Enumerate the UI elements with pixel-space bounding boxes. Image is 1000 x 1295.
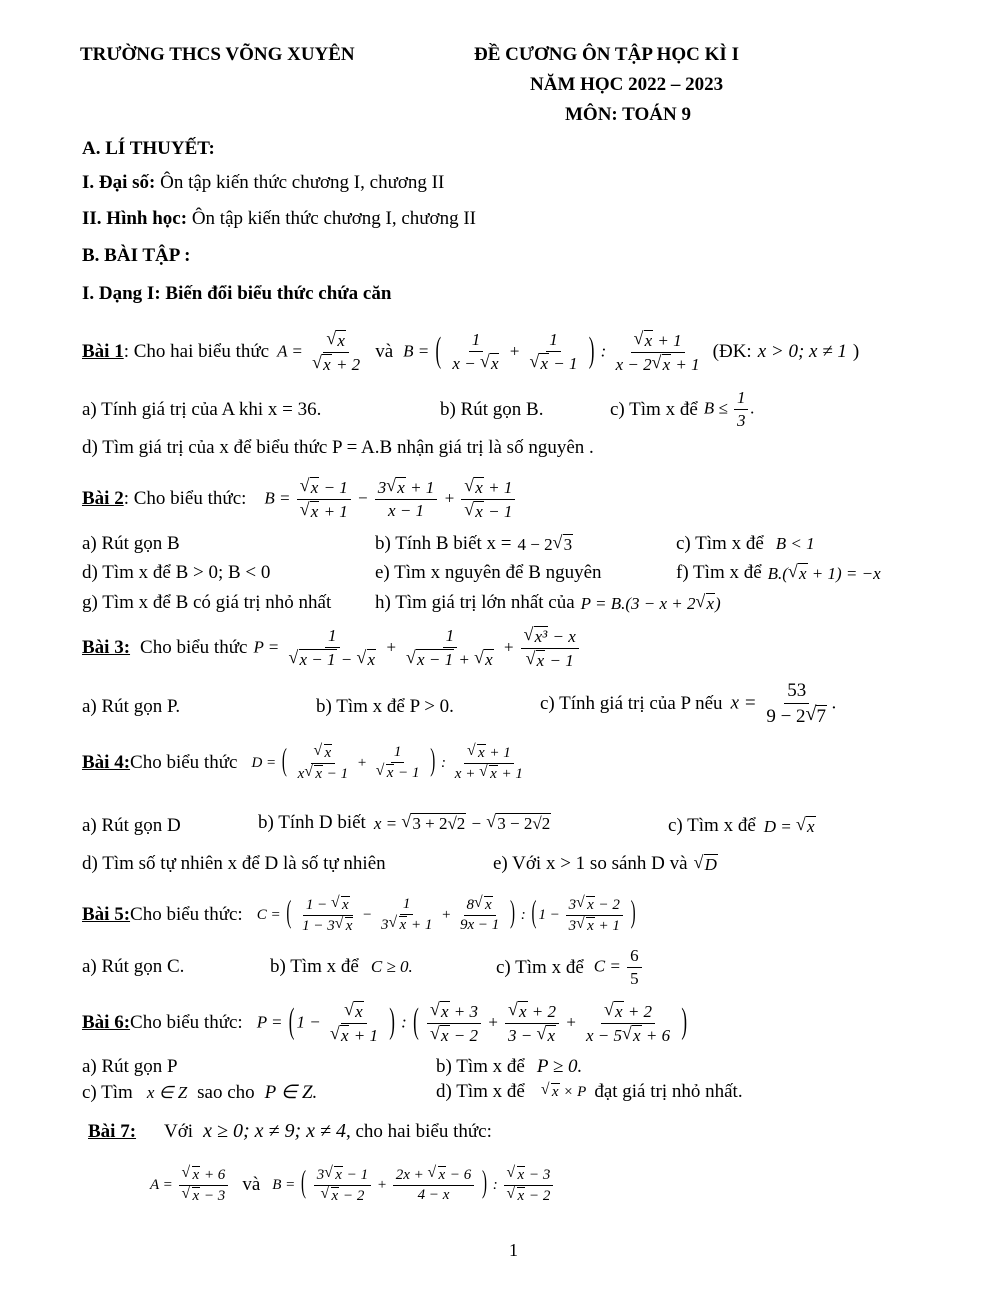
theory-algebra bbox=[82, 172, 444, 194]
bai3-b: b) Tìm x để P > 0. bbox=[316, 696, 454, 717]
bai5-b bbox=[270, 956, 413, 978]
bai1-expr-b: B = ( $\frac{1}{x - √ x}$ + 1 √ x − 1 ) : √ $\frac{x + 1}{x - 2√ x + 1}$ bbox=[403, 330, 705, 375]
bai4-e bbox=[493, 853, 718, 875]
bai3-a: a) Rút gọn P. bbox=[82, 696, 181, 717]
bai1-intro: : Cho hai biểu thức bbox=[123, 341, 270, 362]
bai4-c-expr: D = √ x bbox=[764, 816, 816, 837]
bai2-statement bbox=[82, 474, 517, 524]
bai2-f-expr: B.(√ x + 1) = −x bbox=[768, 563, 881, 584]
bai4-e-expr: √ D bbox=[694, 854, 718, 875]
bai2-d: d) Tìm x để B > 0; B < 0 bbox=[82, 562, 271, 583]
bai5-c-text: c) Tìm x để bbox=[496, 956, 584, 978]
page-number: 1 bbox=[509, 1240, 518, 1260]
bai5-c bbox=[496, 946, 644, 989]
bai7-label: Bài 7: bbox=[88, 1120, 137, 1142]
bai3-c-expr: x = $\frac{53}{9 - 2√ 7}$ . bbox=[731, 680, 837, 728]
bai1-expr-a: A = √ x √ x + 2 bbox=[277, 330, 365, 375]
bai7-cond-expr: x ≥ 0; x ≠ 9; x ≠ 4 bbox=[203, 1120, 346, 1142]
bai5-intro: Cho biểu thức: bbox=[130, 904, 243, 925]
bai1-cond-end: ) bbox=[852, 341, 860, 362]
subject: MÔN: TOÁN 9 bbox=[565, 104, 691, 125]
school-name: TRƯỜNG THCS VÕNG XUYÊN bbox=[80, 44, 355, 65]
bai3-label: Bài 3: bbox=[82, 637, 131, 658]
bai5-label: Bài 5: bbox=[82, 904, 131, 925]
bai4-b-expr: x = √ 3 + 2√2 − √ 3 − 2√2 bbox=[374, 813, 551, 834]
bai6-a: a) Rút gọn P bbox=[82, 1056, 178, 1077]
bai4-b bbox=[258, 812, 551, 834]
bai5-a: a) Rút gọn C. bbox=[82, 956, 185, 977]
bai7-intro: Với bbox=[164, 1120, 194, 1142]
bai7-expressions bbox=[150, 1158, 555, 1212]
geometry-label: II. Hình học: bbox=[82, 208, 188, 229]
bai4-b-text: b) Tính D biết bbox=[258, 812, 366, 833]
geometry-text: Ôn tập kiến thức chương I, chương II bbox=[187, 208, 477, 229]
bai4-a: a) Rút gọn D bbox=[82, 815, 181, 836]
bai1-a: a) Tính giá trị của A khi x = 36. bbox=[82, 399, 322, 420]
bai7-expr-b: B = ( 3√ x − 1 √ x − 2 + $\frac{2x + √ x - 6}{4 - x}$ ) : √ x − 3 √ x − 2 bbox=[272, 1166, 555, 1205]
bai2-b-expr: 4 − 2√ 3 bbox=[518, 534, 574, 555]
algebra-text: Ôn tập kiến thức chương I, chương II bbox=[155, 172, 445, 193]
bai5-b-expr: C ≥ 0. bbox=[370, 957, 413, 976]
bai2-a: a) Rút gọn B bbox=[82, 533, 180, 554]
bai2-g: g) Tìm x để B có giá trị nhỏ nhất bbox=[82, 592, 332, 613]
bai4-expr-d: D = ( √ $\frac{x}{x√ x - 1}$ + 1 √ x − 1 ) : √ $\frac{x + 1}{x + √ x + 1}$ bbox=[251, 744, 527, 783]
bai1-cond-expr: x > 0; x ≠ 1 bbox=[757, 341, 847, 362]
type1-heading: I. Dạng I: Biến đổi biểu thức chứa căn bbox=[82, 283, 392, 304]
bai5-c-expr: C = $\frac{6}{5}$ bbox=[594, 946, 644, 989]
document-title: ĐỀ CƯƠNG ÔN TẬP HỌC KÌ I bbox=[474, 44, 739, 65]
bai1-label: Bài 1 bbox=[82, 341, 124, 362]
bai2-c bbox=[676, 533, 815, 555]
bai1-c bbox=[610, 388, 755, 431]
bai6-d-expr: √ x × P bbox=[541, 1083, 586, 1101]
bai7-statement bbox=[88, 1120, 492, 1143]
bai3-c-text: c) Tính giá trị của P nếu bbox=[540, 693, 723, 714]
bai2-h-expr: P = B.(3 − x + 2√ x) bbox=[581, 593, 721, 614]
bai4-e-text: e) Với x > 1 so sánh D và bbox=[493, 853, 688, 874]
bai2-expr-b: B = √ x − 1 √ x + 1 − $\frac{3√ x + 1}{x - 1}$ + √ x + 1 √ x − 1 bbox=[264, 477, 517, 522]
bai2-h-text: h) Tìm giá trị lớn nhất của bbox=[375, 592, 575, 613]
bai7-intro2: , cho hai biểu thức: bbox=[345, 1120, 492, 1142]
theory-geometry bbox=[82, 208, 476, 230]
bai2-c-text: c) Tìm x để bbox=[676, 533, 764, 554]
bai1-d: d) Tìm giá trị của x để biểu thức P = A.B nhận giá trị là số nguyên . bbox=[82, 437, 594, 458]
bai6-b bbox=[436, 1056, 582, 1078]
bai7-expr-a: A = √ x + 6 √ x − 3 bbox=[150, 1166, 230, 1205]
bai6-statement bbox=[82, 998, 689, 1048]
bai2-h bbox=[375, 592, 721, 614]
bai4-c bbox=[668, 815, 816, 837]
bai6-d-text2: đạt giá trị nhỏ nhất. bbox=[594, 1081, 743, 1102]
bai2-f-text: f) Tìm x để bbox=[676, 562, 762, 583]
bai3-expr-p: P = 1 √ x − 1 − √ x + 1 √ x − 1 + √ x + √ x³ − x √ x − 1 bbox=[253, 626, 580, 671]
bai2-b-text: b) Tính B biết x = bbox=[375, 533, 512, 554]
bai2-f bbox=[676, 562, 881, 584]
bai4-statement bbox=[82, 738, 528, 788]
exercises-heading: B. BÀI TẬP : bbox=[82, 245, 191, 266]
bai5-statement bbox=[82, 890, 638, 940]
bai4-d: d) Tìm số tự nhiên x để D là số tự nhiên bbox=[82, 853, 386, 874]
bai6-d-text: d) Tìm x để bbox=[436, 1081, 525, 1102]
bai5-expr-c: C = ( $\frac{1 - √ x}{1 - 3√ x}$ − $\frac{1}{3√ x + 1}$ + $\frac{8√ x}{9x - 1}$ ) : ( 1 − $\frac{3√ x - 2}{3√ x + 1}$ ) bbox=[257, 896, 638, 935]
bai2-e: e) Tìm x nguyên để B nguyên bbox=[375, 562, 602, 583]
bai2-intro: : Cho biểu thức: bbox=[123, 488, 247, 509]
bai2-b bbox=[375, 533, 573, 555]
bai2-c-expr: B < 1 bbox=[775, 534, 815, 553]
algebra-label: I. Đại số: bbox=[82, 172, 156, 193]
bai3-c bbox=[540, 680, 837, 728]
bai6-c-text2: sao cho bbox=[197, 1081, 255, 1103]
bai6-b-expr: P ≥ 0. bbox=[536, 1056, 583, 1077]
bai6-c-text: c) Tìm bbox=[82, 1081, 133, 1103]
bai3-statement bbox=[82, 622, 581, 674]
bai2-label: Bài 2 bbox=[82, 488, 124, 509]
theory-heading: A. LÍ THUYẾT: bbox=[82, 138, 215, 159]
bai6-intro: Cho biểu thức: bbox=[130, 1012, 243, 1033]
bai6-c bbox=[82, 1081, 317, 1104]
bai6-label: Bài 6: bbox=[82, 1012, 131, 1033]
bai6-expr-p: P = ( 1 − √ x √ x + 1 ) : ( √ x + 3 √ x − 2 + √ $\frac{x + 2}{3 - √ x}$ + √ $\frac{x + 2}{x - 5√ x + 6}$ ) bbox=[257, 1001, 689, 1046]
bai1-and: và bbox=[375, 341, 394, 362]
bai3-intro: Cho biểu thức bbox=[140, 637, 248, 658]
bai4-c-text: c) Tìm x để bbox=[668, 815, 756, 836]
school-year: NĂM HỌC 2022 – 2023 bbox=[530, 74, 724, 95]
bai6-d bbox=[436, 1081, 743, 1103]
bai4-intro: Cho biểu thức bbox=[130, 752, 238, 773]
bai1-cond: (ĐK: bbox=[712, 341, 752, 362]
bai1-c-text: c) Tìm x để bbox=[610, 398, 698, 420]
bai5-b-text: b) Tìm x để bbox=[270, 956, 359, 977]
bai4-label: Bài 4: bbox=[82, 752, 131, 773]
bai6-c-expr1: x ∈ Z bbox=[146, 1082, 188, 1102]
bai6-b-text: b) Tìm x để bbox=[436, 1056, 525, 1077]
bai7-and: và bbox=[242, 1174, 261, 1195]
bai1-c-expr: B ≤ $\frac{1}{3}$ . bbox=[703, 388, 755, 430]
bai1-statement bbox=[82, 322, 859, 382]
bai1-b: b) Rút gọn B. bbox=[440, 399, 544, 420]
bai6-c-expr2: P ∈ Z. bbox=[264, 1082, 318, 1103]
